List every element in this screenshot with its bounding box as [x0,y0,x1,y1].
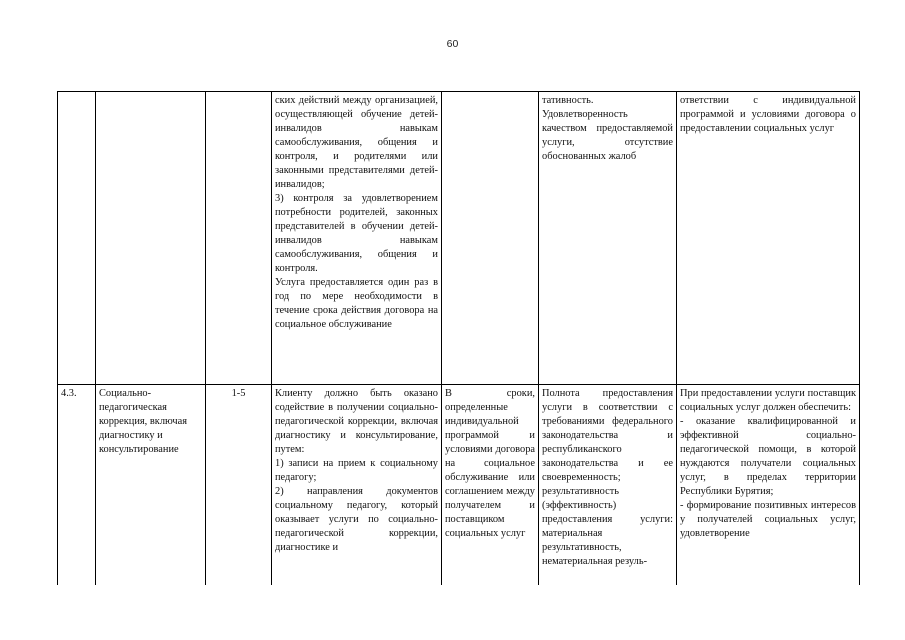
cell-number: 4.3. [58,385,96,586]
cell-terms: В сроки, определенные индивидуальной программой и условиями договора на социальное обслуживание или соглашением между получателем и поставщиком социальных услуг [442,385,539,586]
table-row [58,385,860,586]
cell-description: ских действий между организацией, осуществляющей обучение детей-инвалидов навыкам самообслуживания, общения и контроля, и родителями или законными представителями детей-инвалидов; 3) контроля за удовлетворением потребности родителей, законных представителей в обучении детей-инвалидов навыкам самообслуживания, общения и контроля. Услуга предоставляется один раз в год по мере необходимости в течение срока действия договора на социальное обслуживание [272,92,442,385]
cell-code [206,92,272,385]
cell-service-name [96,92,206,385]
cell-description: Клиенту должно быть оказано содействие в получении социально-педагогической коррекции, включая диагностику и консультирование, путем: 1) записи на прием к социальному педагогу; 2) направления документов социальному педагогу, который оказывает услуги по социально-педагогической коррекции, диагностике и [272,385,442,586]
page-number: 60 [446,38,459,50]
cell-conditions: ответствии с индивидуальной программой и условиями договора о предоставлении социальных услуг [677,92,860,385]
cell-quality-indicators: тативность. Удовлетворенность качеством предоставляемой услуги, отсутствие обоснованных жалоб [539,92,677,385]
services-table [57,91,860,585]
cell-number [58,92,96,385]
cell-terms [442,92,539,385]
cell-service-name: Социально-педагогическая коррекция, включая диагностику и консультирование [96,385,206,586]
cell-code: 1-5 [206,385,272,586]
table-row [58,92,860,385]
cell-conditions: При предоставлении услуги поставщик социальных услуг должен обеспечить: - оказание квалифицированной и эффективной социально-педагогической помощи, в которой нуждаются получатели социальных услуг, в пределах территории Республики Бурятия; - формирование позитивных интересов у получателей социальных услуг, удовлетворение [677,385,860,586]
cell-quality-indicators: Полнота предоставления услуги в соответствии с требованиями федерального законодательства и республиканского законодательства и ее своевременность; результативность (эффективность) предоставления услуги: материальная результативность, нематериальная резуль- [539,385,677,586]
